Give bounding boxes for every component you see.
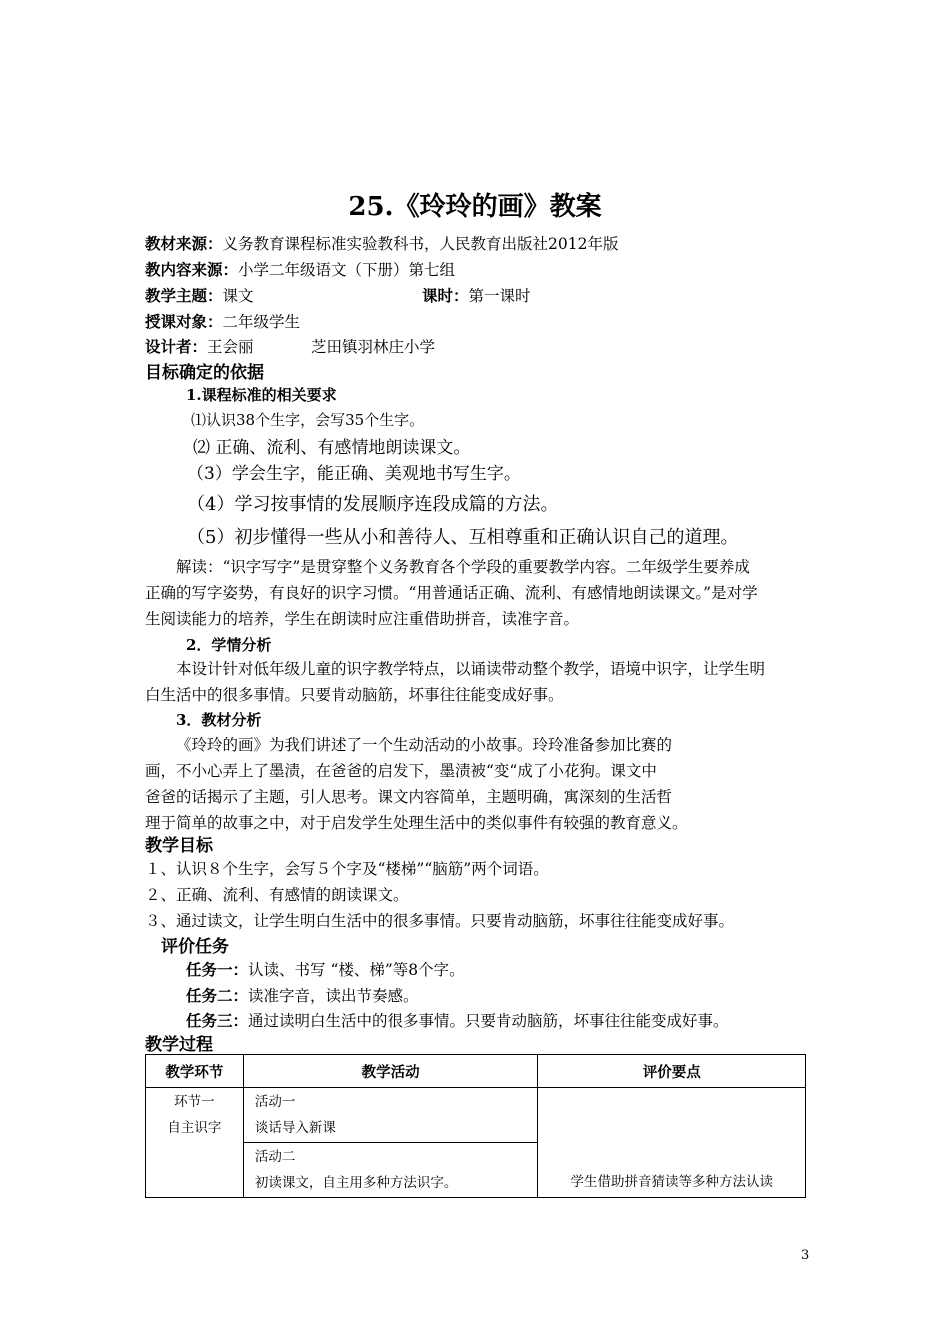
teaching-theme-label: 教学主题： [145,286,223,305]
activity-cell [243,1088,538,1143]
evaluation-text: 学生借助拼音猜读等多种方法认读 [570,1174,773,1190]
column-header: 教学环节 [146,1055,244,1088]
goal-item: ３、通过读文，让学生明白生活中的很多事情。只要肯动脑筋，坏事往往能变成好事。 [145,912,735,930]
paragraph-line: 解读：“识字写字”是贯穿整个义务教育各个学段的重要教学内容。二年级学生要养成 [176,558,750,576]
designer-value: 王会丽 [207,338,254,356]
task-item [186,984,419,1006]
paragraph-line: 《玲玲的画》为我们讲述了一个生动活动的小故事。玲玲准备参加比赛的 [176,736,673,754]
paragraph-line: 生阅读能力的培养，学生在朗读时应注重借助拼音，读准字音。 [145,610,580,628]
column-header: 评价要点 [538,1055,806,1088]
material-heading: 3．教材分析 [176,711,262,729]
process-table [145,1054,806,1198]
stage-name: 自主识字 [167,1120,222,1136]
paragraph-line: 白生活中的很多事情。只要肯动脑筋，坏事往往能变成好事。 [145,686,564,704]
class-period-value: 第一课时 [468,287,531,305]
paragraph-line: 本设计针对低年级儿童的识字教学特点，以诵读带动整个教学，语境中识字，让学生明 [176,660,766,678]
tasks-heading: 评价任务 [161,937,229,957]
requirement-item: ⑴认识38个生字，会写35个生字。 [191,411,425,429]
activity-title: 活动一 [254,1094,296,1110]
designer-label: 设计者： [145,337,208,356]
learner-heading: 2．学情分析 [186,636,272,654]
teaching-theme-value: 课文 [222,287,254,305]
teaching-theme [145,284,254,306]
activity-desc: 初读课文，自主用多种方法识字。 [254,1175,458,1191]
paragraph-line: 理于简单的故事之中，对于启发学生处理生活中的类似事件有较强的教育意义。 [145,814,688,832]
column-header: 教学活动 [243,1055,538,1088]
goals-heading: 教学目标 [145,836,213,856]
stage-number: 环节一 [174,1094,215,1110]
stage-cell [146,1088,244,1198]
task-item [186,1009,729,1031]
material-source-label: 教材来源： [145,234,223,253]
activity-desc: 谈话导入新课 [254,1120,336,1136]
requirement-item: （5）初步懂得一些从小和善待人、互相尊重和正确认识自己的道理。 [187,527,739,548]
interpretation-paragraph [145,554,807,632]
content-source-value: 小学二年级语文（下册）第七组 [238,261,456,279]
basis-heading: 目标确定的依据 [145,363,264,383]
content-source-label: 教内容来源： [145,260,239,279]
process-heading: 教学过程 [145,1035,213,1055]
paragraph-line: 画，不小心弄上了墨渍，在爸爸的启发下，墨渍被“变“成了小花狗。课文中 [145,762,657,780]
content-source [145,258,455,280]
audience-label: 授课对象： [145,312,223,331]
school-name: 芝田镇羽林庄小学 [311,338,436,356]
activity-cell [243,1143,538,1198]
class-period [422,284,531,306]
task-text: 读准字音，读出节奏感。 [248,987,419,1005]
requirement-item: ⑵ 正确、流利、有感情地朗读课文。 [193,438,471,458]
task-label: 任务一： [186,960,249,979]
table-row [146,1088,806,1143]
activity-title: 活动二 [254,1149,296,1165]
standard-heading: 1.课程标准的相关要求 [186,386,337,404]
designer [145,335,254,357]
material-paragraph [145,732,807,836]
task-text: 认读、书写 “楼、梯”等8个字。 [248,961,465,979]
learner-paragraph [145,656,807,708]
requirement-item: （4）学习按事情的发展顺序连段成篇的方法。 [187,494,559,515]
audience [145,310,300,332]
task-item [186,958,465,980]
material-source-value: 义务教育课程标准实验教科书，人民教育出版社2012年版 [222,235,619,253]
task-label: 任务三： [186,1011,249,1030]
table-header-row [146,1055,806,1088]
goal-item: ２、正确、流利、有感情的朗读课文。 [145,886,409,904]
page-title: 25.《玲玲的画》教案 [348,192,602,222]
task-label: 任务二： [186,986,249,1005]
goal-item: １、认识８个生字，会写５个字及“楼梯”“脑筋”两个词语。 [145,860,549,878]
page-number: 3 [801,1248,810,1263]
class-period-label: 课时： [422,286,469,305]
audience-value: 二年级学生 [222,313,301,331]
paragraph-line: 爸爸的话揭示了主题，引人思考。课文内容简单，主题明确，寓深刻的生活哲 [145,788,673,806]
evaluation-cell [538,1088,806,1198]
paragraph-line: 正确的写字姿势，有良好的识字习惯。“用普通话正确、流利、有感情地朗读课文。”是对学 [145,584,758,602]
task-text: 通过读明白生活中的很多事情。只要肯动脑筋，坏事往往能变成好事。 [248,1012,729,1030]
material-source [145,232,618,254]
requirement-item: （3）学会生字，能正确、美观地书写生字。 [187,464,521,484]
